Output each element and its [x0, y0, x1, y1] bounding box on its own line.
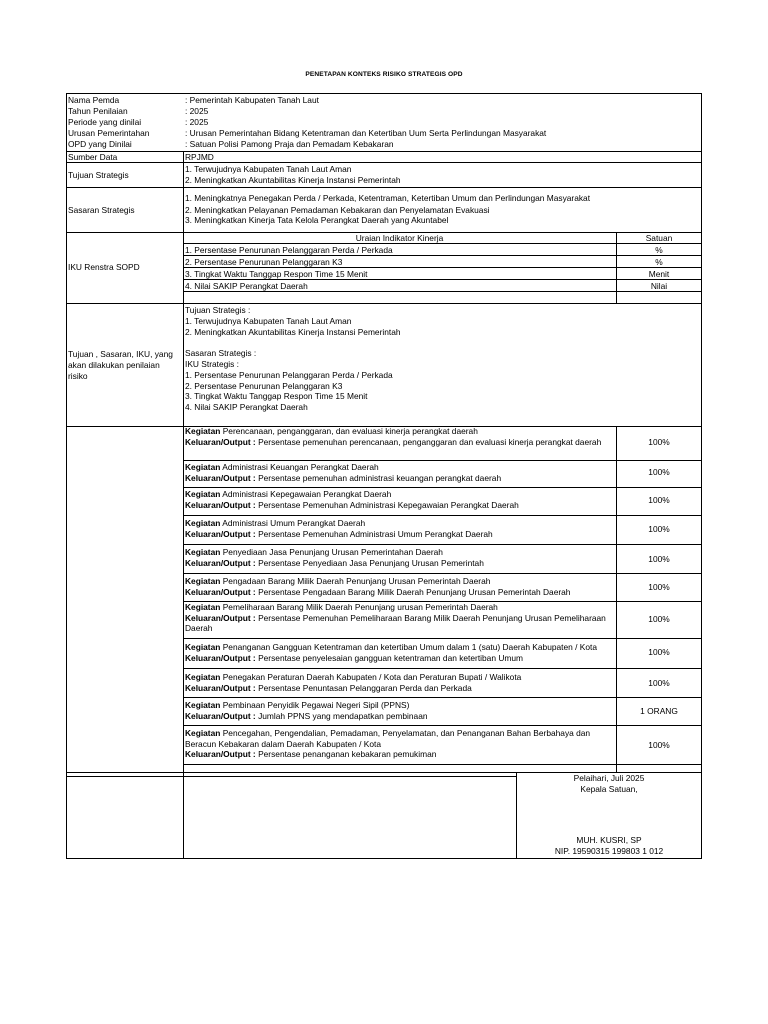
identity-value: : 2025 — [185, 106, 209, 116]
sasaran-item: 2. Meningkatkan Pelayanan Pemadaman Kebakaran dan Penyelamatan Evakuasi — [185, 205, 490, 215]
row-divider — [183, 515, 702, 516]
row-divider — [66, 187, 702, 188]
row-divider — [183, 725, 702, 726]
scope-line: 1. Terwujudnya Kabupaten Tanah Laut Aman — [185, 315, 352, 326]
iku-satuan: Menit — [648, 269, 670, 279]
kegiatan-name: Administrasi Kepegawaian Perangkat Daerah — [222, 489, 392, 499]
kegiatan-name: Perencanaan, penganggaran, dan evaluasi kinerja perangkat daerah — [222, 426, 478, 436]
tujuan-strategis-label: Tujuan Strategis — [68, 170, 129, 180]
row-divider — [183, 487, 702, 488]
sasaran-strategis-label: Sasaran Strategis — [68, 205, 135, 215]
iku-divider — [183, 291, 702, 292]
identity-label: Periode yang dinilai — [68, 117, 142, 127]
target-value: 100% — [648, 678, 670, 688]
kegiatan-label: Kegiatan — [185, 518, 221, 528]
keluaran-label: Keluaran/Output : — [185, 612, 256, 623]
scope-line: 3. Tingkat Waktu Tanggap Respon Time 15 Menit — [185, 391, 368, 402]
signature-name: MUH. KUSRI, SP — [576, 835, 642, 845]
keluaran-label: Keluaran/Output : — [185, 472, 256, 483]
keluaran-label: Keluaran/Output : — [185, 499, 256, 510]
row-divider — [183, 460, 702, 461]
identity-value: : Pemerintah Kabupaten Tanah Laut — [185, 95, 319, 105]
signature-nip: NIP. 19590315 199803 1 012 — [554, 846, 664, 856]
sumber-data-value: RPJMD — [185, 152, 214, 162]
keluaran-label: Keluaran/Output : — [185, 749, 256, 759]
row-divider — [66, 162, 702, 163]
kegiatan-cell — [185, 700, 615, 721]
kegiatan-label: Kegiatan — [185, 462, 221, 472]
target-value: 1 ORANG — [640, 706, 678, 716]
scope-line: 4. Nilai SAKIP Perangkat Daerah — [185, 402, 308, 413]
kegiatan-name: Administrasi Keuangan Perangkat Daerah — [222, 462, 379, 472]
kegiatan-name: Pengadaan Barang Milik Daerah Penunjang Urusan Pemerintah Daerah — [222, 576, 491, 586]
kegiatan-cell — [185, 489, 615, 510]
row-divider — [183, 544, 702, 545]
kegiatan-label: Kegiatan — [185, 547, 221, 557]
iku-divider — [183, 267, 702, 268]
signature-position: Kepala Satuan, — [580, 784, 638, 794]
column-divider — [183, 151, 184, 859]
row-divider — [183, 764, 702, 765]
iku-indikator: 3. Tingkat Waktu Tanggap Respon Time 15 Menit — [185, 269, 368, 279]
kegiatan-cell — [185, 518, 615, 539]
identity-value: : 2025 — [185, 117, 209, 127]
identity-label: Urusan Pemerintahan — [68, 128, 150, 138]
scope-content — [185, 305, 401, 413]
sumber-data-label: Sumber Data — [68, 152, 118, 162]
kegiatan-label: Kegiatan — [185, 576, 221, 586]
iku-satuan: Nilai — [650, 281, 668, 291]
kegiatan-name: Pemeliharaan Barang Milik Daerah Penunjang urusan Pemerintah Daerah — [222, 602, 498, 612]
kegiatan-label: Kegiatan — [185, 602, 221, 612]
keluaran-text: Persentase Pengadaan Barang Milik Daerah Penunjang Urusan Pemerintah Daerah — [258, 586, 571, 597]
keluaran-text: Jumlah PPNS yang mendapatkan pembinaan — [258, 710, 428, 721]
iku-indikator: 2. Persentase Penurunan Pelanggaran K3 — [185, 257, 343, 267]
target-value: 100% — [648, 614, 670, 624]
scope-line: 1. Persentase Penurunan Pelanggaran Perda / Perkada — [185, 369, 393, 380]
row-divider — [183, 573, 702, 574]
identity-label: Nama Pemda — [68, 95, 120, 105]
target-value: 100% — [648, 495, 670, 505]
row-divider — [183, 638, 702, 639]
iku-col-indikator: Uraian Indikator Kinerja — [355, 233, 444, 243]
identity-value: : Urusan Pemerintahan Bidang Ketentraman dan Ketertiban Uum Serta Perlindungan Masyarakat — [185, 128, 547, 138]
kegiatan-name: Pembinaan Penyidik Pegawai Negeri Sipil (PPNS) — [222, 700, 410, 710]
keluaran-text: Persentase Pemenuhan Pemeliharaan Barang Milik Daerah Penunjang Urusan Pemeliharaan Daerah — [185, 612, 606, 633]
keluaran-label: Keluaran/Output : — [185, 710, 256, 721]
row-divider — [183, 697, 702, 698]
keluaran-label: Keluaran/Output : — [185, 682, 256, 693]
scope-label-line: risiko — [68, 370, 88, 381]
keluaran-label: Keluaran/Output : — [185, 436, 256, 447]
keluaran-text: Persentase penyelesaian gangguan ketentraman dan ketertiban Umum — [258, 652, 523, 663]
kegiatan-cell — [185, 672, 615, 693]
kegiatan-name: Administrasi Umum Perangkat Daerah — [222, 518, 366, 528]
kegiatan-label: Kegiatan — [185, 642, 221, 652]
keluaran-label: Keluaran/Output : — [185, 652, 256, 663]
keluaran-label: Keluaran/Output : — [185, 528, 256, 539]
target-value: 100% — [648, 740, 670, 750]
keluaran-text: Persentase penanganan kebakaran pemukiman — [258, 749, 437, 759]
tujuan-item: 2. Meningkatkan Akuntabilitas Kinerja Instansi Pemerintah — [185, 175, 401, 185]
kegiatan-name: Penegakan Peraturan Daerah Kabupaten / Kota dan Peraturan Bupati / Walikota — [222, 672, 522, 682]
iku-divider — [183, 243, 702, 244]
kegiatan-label: Kegiatan — [185, 489, 221, 499]
iku-indikator: 4. Nilai SAKIP Perangkat Daerah — [185, 281, 308, 291]
identity-label: OPD yang Dinilai — [68, 139, 132, 149]
iku-col-satuan: Satuan — [645, 233, 673, 243]
scope-label-line: akan dilakukan penilaian — [68, 359, 160, 370]
scope-line: 2. Meningkatkan Akuntabilitas Kinerja Instansi Pemerintah — [185, 326, 401, 337]
keluaran-label: Keluaran/Output : — [185, 586, 256, 597]
target-value: 100% — [648, 437, 670, 447]
kegiatan-name: Pencegahan, Pengendalian, Pemadaman, Penyelamatan, dan Penanganan Bahan Berbahaya dan Beracun Kebakaran dalam Daerah Kabupaten / Kota — [185, 728, 591, 749]
kegiatan-label: Kegiatan — [185, 426, 221, 436]
keluaran-text: Persentase Pemenuhan Administrasi Umum Perangkat Daerah — [258, 528, 493, 539]
column-divider — [616, 426, 617, 772]
iku-divider — [183, 255, 702, 256]
scope-label-line: Tujuan , Sasaran, IKU, yang — [68, 349, 173, 359]
sasaran-item: 3. Meningkatkan Kinerja Tata Kelola Perangkat Daerah yang Akuntabel — [185, 215, 449, 225]
kegiatan-cell — [185, 728, 615, 760]
target-value: 100% — [648, 647, 670, 657]
sasaran-item: 1. Meningkatnya Penegakan Perda / Perkada, Ketentraman, Ketertiban Umum dan Perlindungan Masyarakat — [185, 193, 591, 203]
kegiatan-name: Penyediaan Jasa Penunjang Urusan Pemerintahan Daerah — [222, 547, 443, 557]
kegiatan-cell — [185, 547, 615, 568]
kegiatan-cell — [185, 426, 615, 447]
iku-indikator: 1. Persentase Penurunan Pelanggaran Perda / Perkada — [185, 245, 393, 255]
identity-label: Tahun Penilaian — [68, 106, 128, 116]
tujuan-item: 1. Terwujudnya Kabupaten Tanah Laut Aman — [185, 164, 352, 174]
signature-place-date: Pelaihari, Juli 2025 — [573, 773, 645, 783]
scope-line: Tujuan Strategis : — [185, 305, 251, 315]
target-value: 100% — [648, 554, 670, 564]
scope-line — [185, 337, 401, 348]
keluaran-label: Keluaran/Output : — [185, 557, 256, 568]
row-divider — [183, 668, 702, 669]
iku-divider — [183, 279, 702, 280]
keluaran-text: Persentase pemenuhan perencanaan, penganggaran dan evaluasi kinerja perangkat daerah — [258, 436, 602, 447]
kegiatan-name: Penanganan Gangguan Ketentraman dan ketertiban Umum dalam 1 (satu) Daerah Kabupaten / Kota — [222, 642, 598, 652]
kegiatan-cell — [185, 462, 615, 483]
kegiatan-cell — [185, 642, 615, 663]
keluaran-text: Persentase Pemenuhan Administrasi Kepegawaian Perangkat Daerah — [258, 499, 519, 510]
target-value: 100% — [648, 467, 670, 477]
document-title: PENETAPAN KONTEKS RISIKO STRATEGIS OPD — [305, 71, 463, 78]
scope-line: 2. Persentase Penurunan Pelanggaran K3 — [185, 380, 343, 391]
iku-satuan: % — [655, 245, 663, 255]
scope-line: Sasaran Strategis : — [185, 348, 257, 359]
iku-satuan: % — [655, 257, 663, 267]
kegiatan-label: Kegiatan — [185, 672, 221, 682]
identity-value: : Satuan Polisi Pamong Praja dan Pemadam Kebakaran — [185, 139, 394, 149]
row-divider — [66, 151, 702, 152]
row-divider — [66, 303, 702, 304]
kegiatan-cell — [185, 576, 615, 597]
iku-label: IKU Renstra SOPD — [68, 262, 140, 272]
kegiatan-label: Kegiatan — [185, 700, 221, 710]
keluaran-text: Persentase pemenuhan administrasi keuangan perangkat daerah — [258, 472, 502, 483]
row-divider — [66, 776, 516, 777]
kegiatan-cell — [185, 602, 615, 634]
scope-line: IKU Strategis : — [185, 358, 239, 369]
target-value: 100% — [648, 582, 670, 592]
keluaran-text: Persentase Penuntasan Pelanggaran Perda dan Perkada — [258, 682, 472, 693]
scope-label — [68, 349, 173, 381]
keluaran-text: Persentase Penyediaan Jasa Penunjang Urusan Pemerintah — [258, 557, 484, 568]
kegiatan-label: Kegiatan — [185, 728, 221, 738]
target-value: 100% — [648, 524, 670, 534]
